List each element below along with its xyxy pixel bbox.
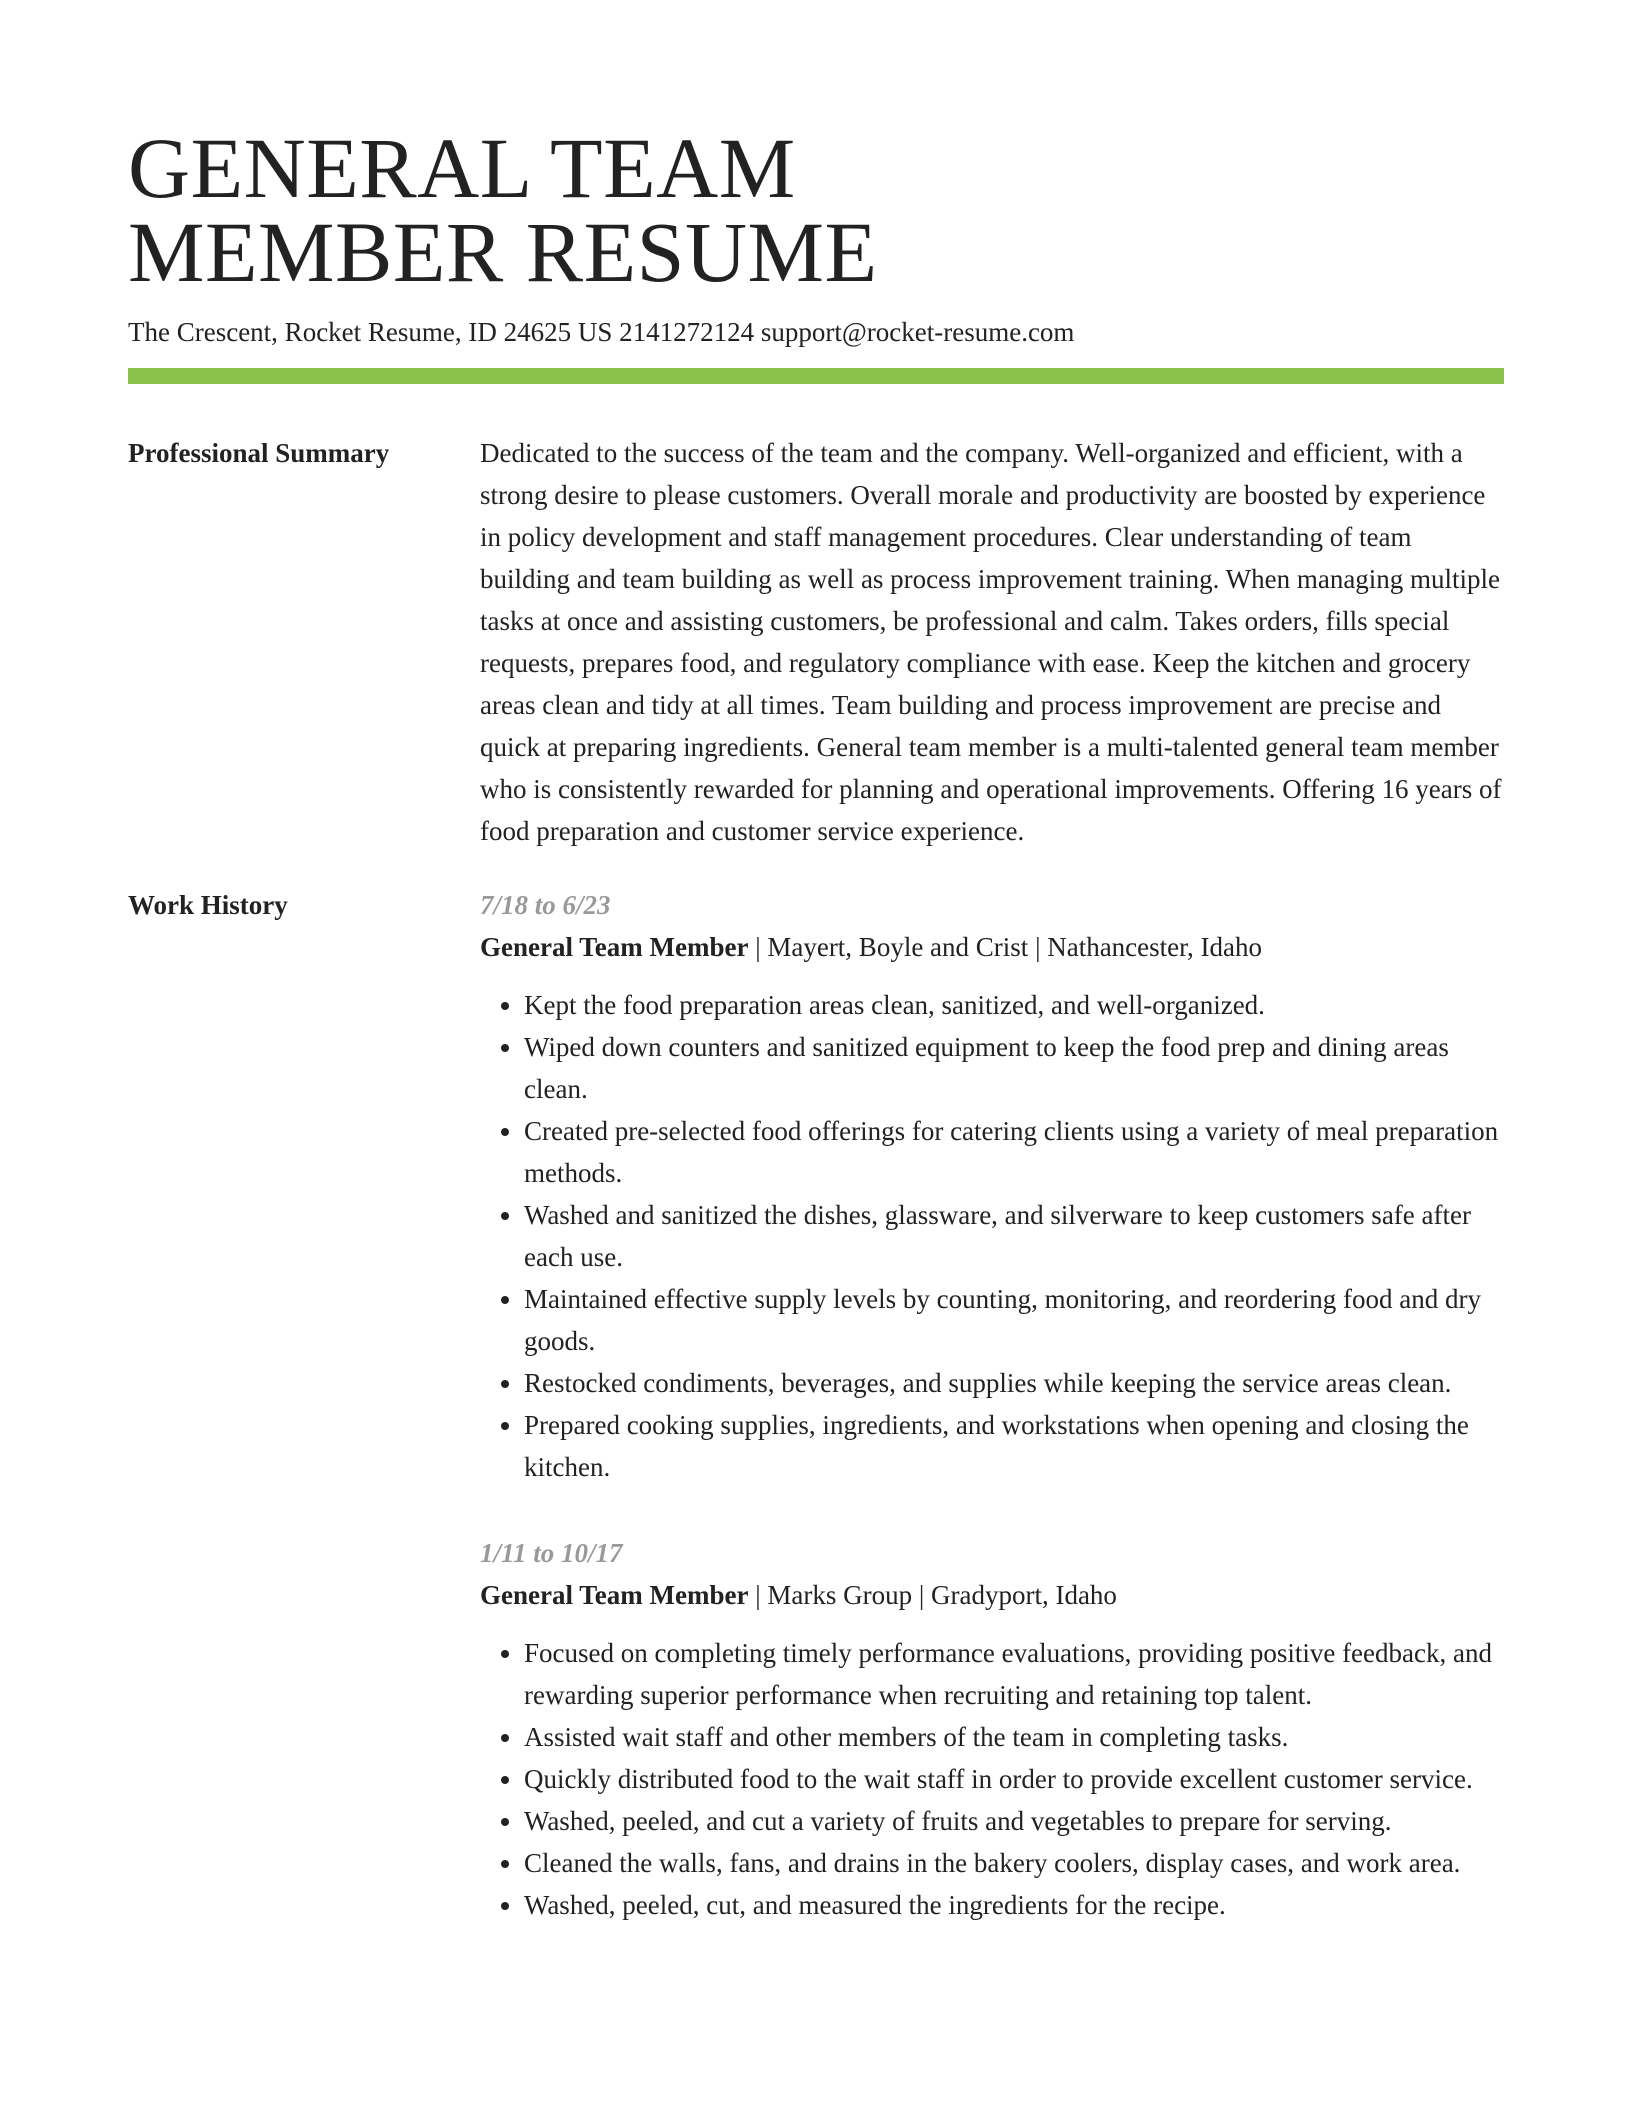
job-duty-item: • Created pre-selected food offerings for catering clients using a variety of meal preparation methods. xyxy=(524,1110,1504,1194)
job-duty-item: • Cleaned the walls, fans, and drains in the bakery coolers, display cases, and work area. xyxy=(524,1842,1504,1884)
job-separator: | xyxy=(1028,932,1048,962)
contact-info: The Crescent, Rocket Resume, ID 24625 US 2141272124 support@rocket-resume.com xyxy=(128,317,1075,347)
summary-text: Dedicated to the success of the team and the company. Well-organized and efficient, with a strong desire to please customers. Overall morale and productivity are boosted by experience in policy development and staff management procedures. Clear understanding of team building and team building as well as process improvement training. When managing multiple tasks at once and assisting customers, be professional and calm. Takes orders, fills special requests, prepares food, and regulatory compliance with ease. Keep the kitchen and grocery areas clean and tidy at all times. Team building and process improvement are precise and quick at preparing ingredients. General team member is a multi-talented general team member who is consistently rewarded for planning and operational improvements. Offering 16 years of food preparation and customer service experience. xyxy=(480,438,1502,846)
job-duty-item: • Washed, peeled, and cut a variety of fruits and vegetables to prepare for serving. xyxy=(524,1800,1504,1842)
job-dates: 7/18 to 6/23 xyxy=(480,890,611,920)
resume-title xyxy=(128,120,1504,300)
section-label-work-history: Work History xyxy=(128,890,288,920)
resume-page xyxy=(128,0,1504,1970)
job-dates: 1/11 to 10/17 xyxy=(480,1538,623,1568)
job-separator: | xyxy=(748,1580,768,1610)
job-duty-item: • Restocked condiments, beverages, and supplies while keeping the service areas clean. xyxy=(524,1362,1504,1404)
job-location: Nathancester, Idaho xyxy=(1047,932,1263,962)
job-duty-item: • Wiped down counters and sanitized equipment to keep the food prep and dining areas clean. xyxy=(524,1026,1504,1110)
accent-divider xyxy=(128,368,1504,384)
job-entry xyxy=(480,884,1504,1488)
resume-title-line-2: MEMBER RESUME xyxy=(128,204,878,300)
job-duty-item: • Assisted wait staff and other members of the team in completing tasks. xyxy=(524,1716,1504,1758)
job-company: Mayert, Boyle and Crist xyxy=(767,932,1029,962)
job-company: Marks Group xyxy=(767,1580,913,1610)
job-duty-item: • Focused on completing timely performance evaluations, providing positive feedback, and rewarding superior performance when recruiting and retaining top talent. xyxy=(524,1632,1504,1716)
job-entry xyxy=(480,1532,1504,1926)
job-duty-item: • Maintained effective supply levels by counting, monitoring, and reordering food and dry goods. xyxy=(524,1278,1504,1362)
job-title: General Team Member xyxy=(480,1580,749,1610)
job-separator: | xyxy=(912,1580,931,1610)
summary-body xyxy=(480,432,1504,852)
resume-title-line-1: GENERAL TEAM xyxy=(128,120,796,216)
work-history-section xyxy=(128,884,1504,1970)
job-heading xyxy=(480,1574,1504,1616)
job-duties-list xyxy=(480,1632,1504,1926)
job-duty-item: • Quickly distributed food to the wait staff in order to provide excellent customer service. xyxy=(524,1758,1504,1800)
job-duty-item: • Prepared cooking supplies, ingredients, and workstations when opening and closing the kitchen. xyxy=(524,1404,1504,1488)
job-duty-item: • Washed, peeled, cut, and measured the ingredients for the recipe. xyxy=(524,1884,1504,1926)
job-duty-item: • Washed and sanitized the dishes, glassware, and silverware to keep customers safe after each use. xyxy=(524,1194,1504,1278)
section-label-professional-summary: Professional Summary xyxy=(128,438,390,468)
job-heading xyxy=(480,926,1504,968)
job-separator: | xyxy=(748,932,768,962)
job-duty-item: • Kept the food preparation areas clean, sanitized, and well-organized. xyxy=(524,984,1504,1026)
job-location: Gradyport, Idaho xyxy=(930,1580,1117,1610)
professional-summary-section xyxy=(128,432,1504,852)
job-title: General Team Member xyxy=(480,932,749,962)
job-duties-list xyxy=(480,984,1504,1488)
work-history-body xyxy=(480,884,1504,1970)
